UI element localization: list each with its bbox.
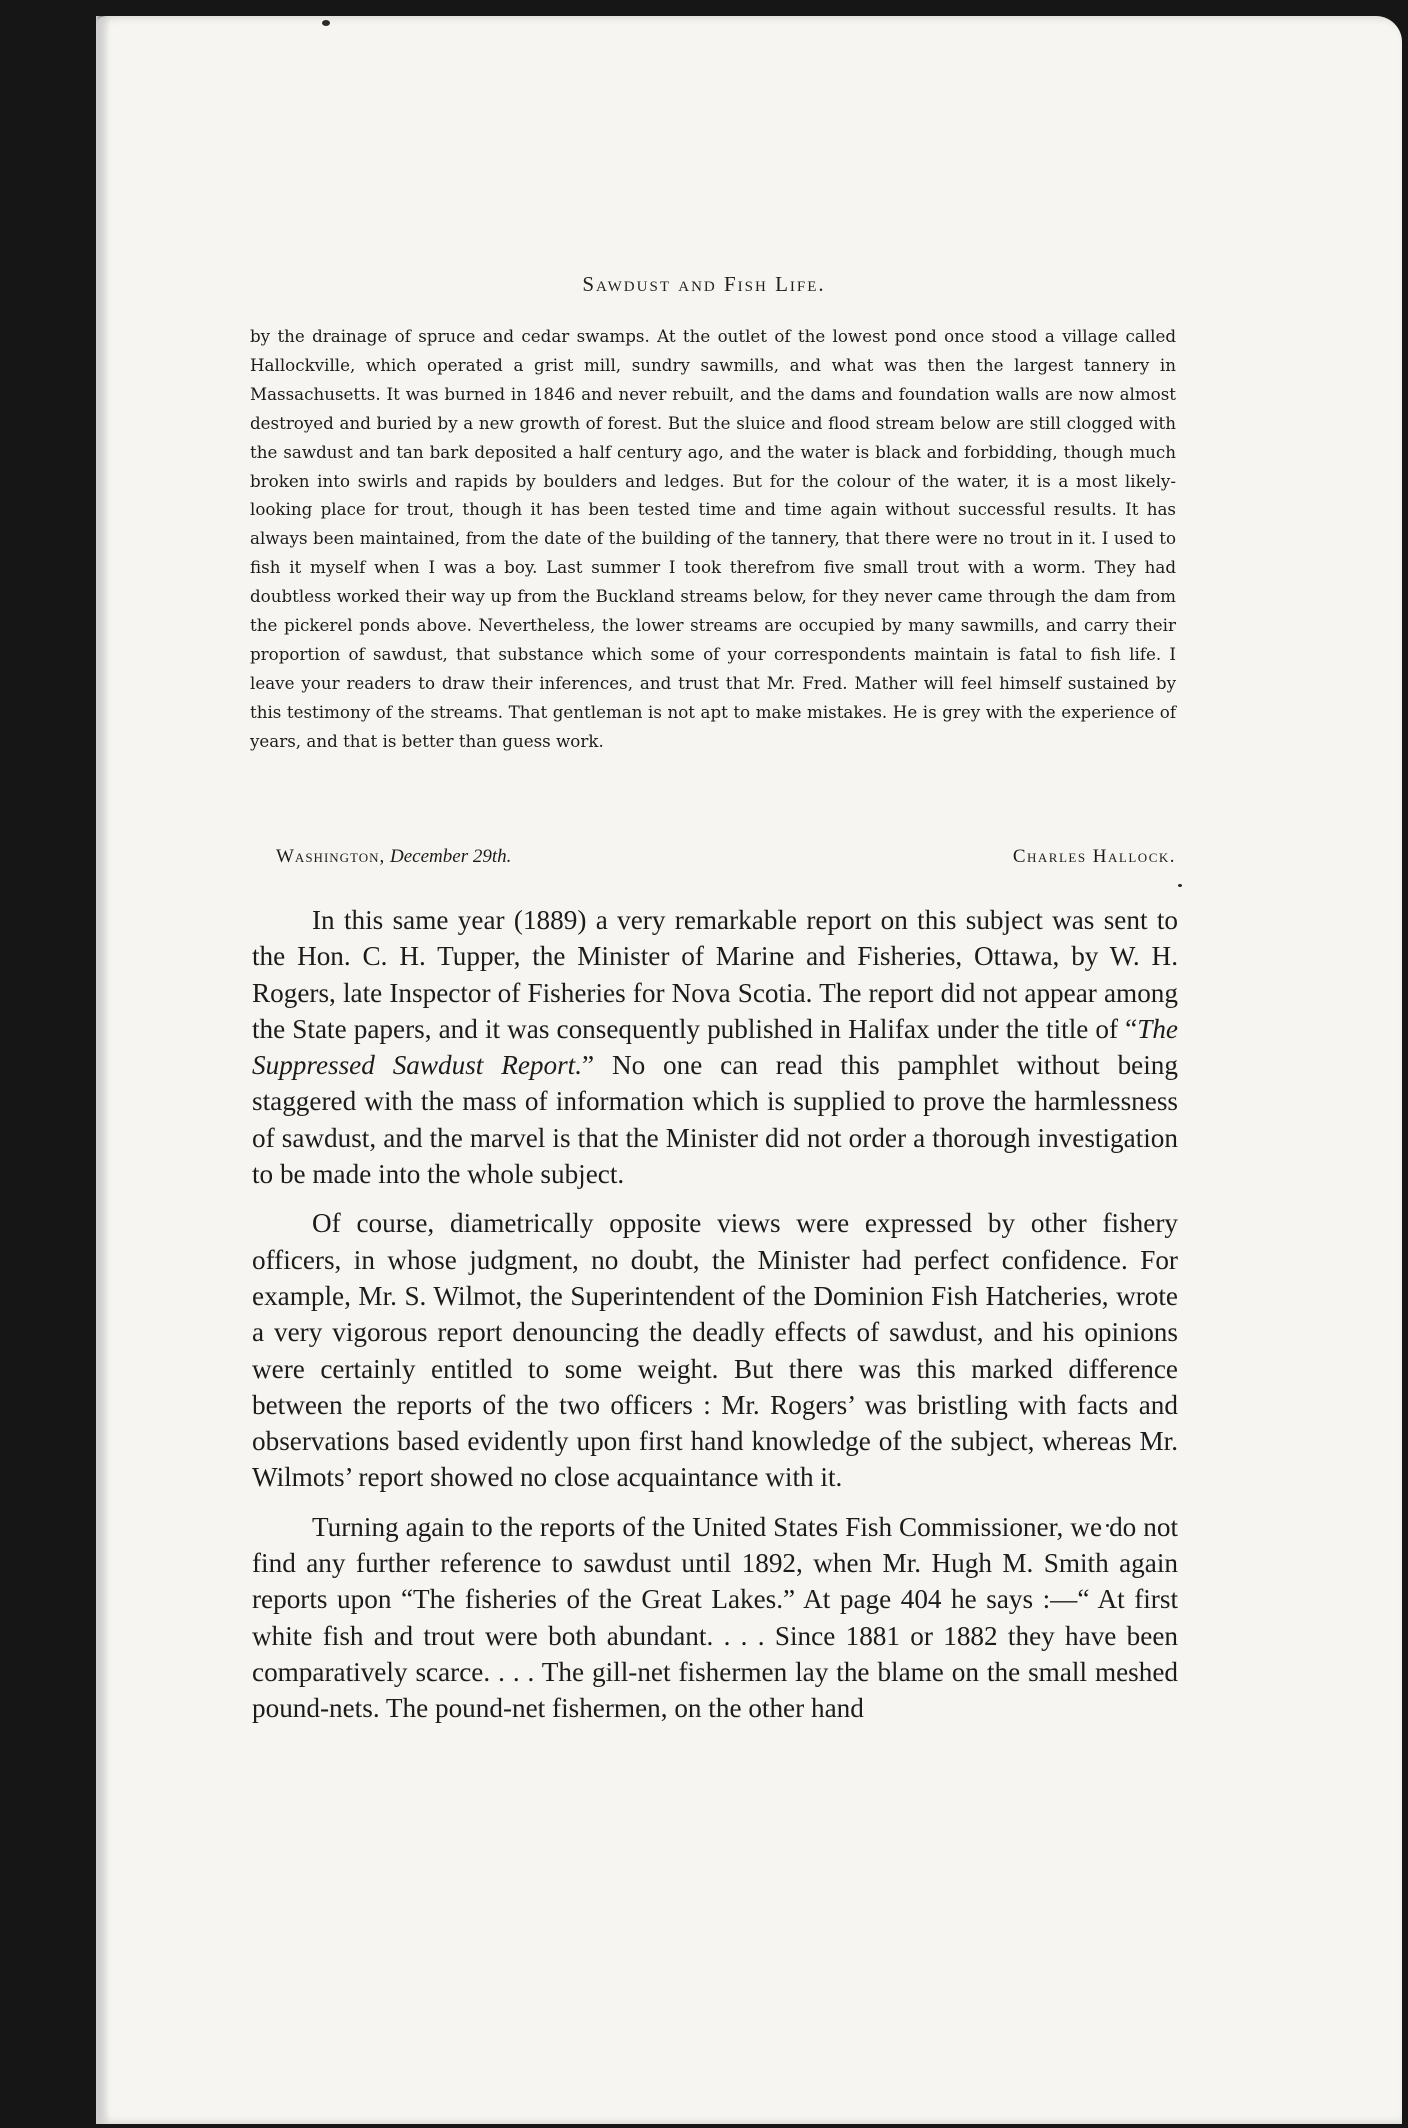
- report-title: The Suppressed Sawdust Report.: [252, 1013, 1178, 1081]
- letter-text: by the drainage of spruce and cedar swamps. At the outlet of the lowest pond once stood a village called Hallockville, which operated a grist mill, sundry sawmills, and what was then the largest tannery in Massachusetts. It was burned in 1846 and never rebuilt, and the dams and foundation walls are now almost destroyed and buried by a new growth of forest. But the sluice and flood stream below are still clogged with the sawdust and tan bark deposited a half century ago, and the water is black and forbidding, though much broken into swirls and rapids by boulders and ledges. But for the colour of the water, it is a most likely-looking place for trout, though it has been tested time and time again without successful results. It has always been maintained, from the date of the building of the tannery, that there were no trout in it. I used to fish it myself when I was a boy. Last summer I took therefrom five small trout with a worm. They had doubtless worked their way up from the Buckland streams below, for they never came through the dam from the pickerel ponds above. Nevertheless, the lower streams are occupied by many sawmills, and carry their proportion of sawdust, that substance which some of your correspondents maintain is fatal to fish life. I leave your readers to draw their inferences, and trust that Mr. Fred. Mather will feel himself sustained by this testimony of the streams. That gentleman is not apt to make mistakes. He is grey with the experience of years, and that is better than guess work.: [250, 326, 1176, 751]
- running-head: Sawdust and Fish Life.: [582, 272, 826, 296]
- signature-place: Washington,: [276, 846, 386, 867]
- letter-signature: [276, 846, 1176, 868]
- paragraph-opposite-views: Of course, diametrically opposite views were expressed by other fishery officers, in whose judgment, no doubt, the Minister had perfect confidence. For example, Mr. S. Wilmot, the Superintendent of the Dominion Fish Hatcheries, wrote a very vigorous report denouncing the deadly effects of sawdust, and his opinions were certainly entitled to some weight. But there was this marked difference between the reports of the two officers : Mr. Rogers’ was bristling with facts and observations based evidently upon first hand knowledge of the subject, whereas Mr. Wilmots’ report showed no close acquaintance with it.: [252, 1208, 1178, 1493]
- signature-date: December 29th.: [390, 846, 512, 867]
- quoted-letter: [250, 322, 1176, 756]
- signature-name: Charles Hallock.: [1012, 846, 1176, 867]
- paragraph-fish-commissioner: Turning again to the reports of the United States Fish Commissioner, we do not find any further reference to sawdust until 1892, when Mr. Hugh M. Smith again reports upon “The fisheries of the Great Lakes.” At page 404 he says :—“ At first white fish and trout were both abundant. . . . Since 1881 or 1882 they have been comparatively scarce. . . . The gill-net fishermen lay the blame on the small meshed pound-nets. The pound-net fishermen, on the other hand: [252, 1511, 1178, 1724]
- scan-speck: [322, 20, 330, 26]
- paragraph-suppressed-report: [252, 902, 1178, 1192]
- paragraph-text: In this same year (1889) a very remarkable report on this subject was sent to the Hon. C. H. Tupper, the Minister of Marine and Fisheries, Ottawa, by W. H. Rogers, late Inspector of Fisheries for Nova Scotia. The report did not appear among the State papers, and it was consequently published in Halifax under the title of “: [252, 905, 1178, 1044]
- paragraph-text: ” No one can read this pamphlet without being staggered with the mass of information which is supplied to prove the harmlessness of sawdust, and the marvel is that the Minister did not order a thorough investigation to be made into the whole subject.: [252, 1050, 1178, 1190]
- scan-speck: [1178, 884, 1182, 887]
- body-text: [252, 902, 1178, 1727]
- page-gutter-shadow: [96, 16, 110, 2124]
